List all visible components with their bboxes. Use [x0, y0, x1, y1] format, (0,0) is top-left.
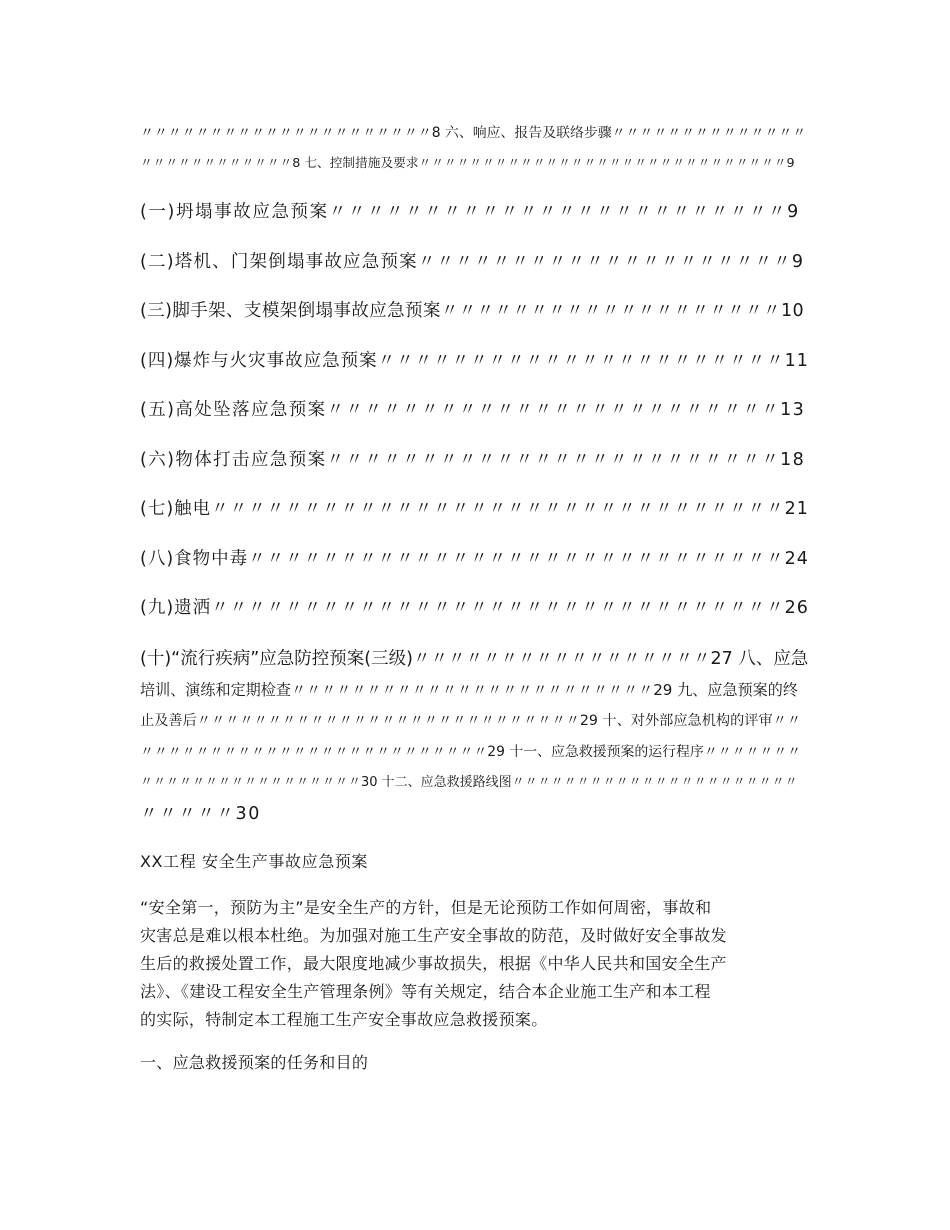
- toc-item: (四)爆炸与火灾事故应急预案〃〃〃〃〃〃〃〃〃〃〃〃〃〃〃〃〃〃〃〃〃〃11: [140, 351, 809, 371]
- intro-line: 法》、《建设工程安全生产管理条例》等有关规定，结合本企业施工生产和本工程: [140, 982, 711, 1001]
- toc-item: (六)物体打击应急预案〃〃〃〃〃〃〃〃〃〃〃〃〃〃〃〃〃〃〃〃〃〃〃〃18: [140, 450, 806, 470]
- toc-line: 〃〃〃〃〃〃〃〃〃〃〃〃〃〃〃〃〃〃〃〃〃8 六、响应、报告及联络步骤〃〃〃〃〃〃〃〃〃〃〃〃〃〃: [140, 125, 807, 141]
- intro-line: “安全第一，预防为主”是安全生产的方针，但是无论预防工作如何周密，事故和: [140, 898, 712, 917]
- toc-item: (三)脚手架、支模架倒塌事故应急预案〃〃〃〃〃〃〃〃〃〃〃〃〃〃〃〃〃〃〃10: [140, 301, 805, 321]
- toc-item: (九)遗洒〃〃〃〃〃〃〃〃〃〃〃〃〃〃〃〃〃〃〃〃〃〃〃〃〃〃〃〃〃〃〃26: [140, 598, 809, 618]
- toc-item: (五)高处坠落应急预案〃〃〃〃〃〃〃〃〃〃〃〃〃〃〃〃〃〃〃〃〃〃〃〃13: [140, 400, 806, 420]
- toc-line: 〃〃〃〃〃30: [140, 804, 261, 824]
- toc-line: 培训、演练和定期检查〃〃〃〃〃〃〃〃〃〃〃〃〃〃〃〃〃〃〃〃〃〃〃〃29 九、应急预案的终: [140, 681, 798, 699]
- toc-item: (七)触电〃〃〃〃〃〃〃〃〃〃〃〃〃〃〃〃〃〃〃〃〃〃〃〃〃〃〃〃〃〃〃21: [140, 499, 809, 519]
- toc-item: (一)坍塌事故应急预案〃〃〃〃〃〃〃〃〃〃〃〃〃〃〃〃〃〃〃〃〃〃〃〃9: [140, 202, 800, 222]
- toc-line: 〃〃〃〃〃〃〃〃〃〃〃〃〃〃〃〃〃30 十二、应急救援路线图〃〃〃〃〃〃〃〃〃〃〃〃〃〃〃〃〃〃〃〃〃〃: [140, 775, 798, 790]
- toc-item: (二)塔机、门架倒塌事故应急预案〃〃〃〃〃〃〃〃〃〃〃〃〃〃〃〃〃〃〃〃9: [140, 252, 805, 272]
- intro-line: 生后的救援处置工作，最大限度地减少事故损失，根据《中华人民共和国安全生产: [140, 954, 727, 973]
- toc-line: 〃〃〃〃〃〃〃〃〃〃〃〃8 七、控制措施及要求〃〃〃〃〃〃〃〃〃〃〃〃〃〃〃〃〃〃〃〃〃〃〃〃〃〃〃〃〃9: [140, 155, 795, 170]
- toc-item: (八)食物中毒〃〃〃〃〃〃〃〃〃〃〃〃〃〃〃〃〃〃〃〃〃〃〃〃〃〃〃〃〃24: [140, 549, 809, 569]
- section-heading: 一、应急救援预案的任务和目的: [140, 1053, 369, 1072]
- intro-line: 的实际，特制定本工程施工生产安全事故应急救援预案。: [140, 1010, 548, 1029]
- intro-line: 灾害总是难以根本杜绝。为加强对施工生产安全事故的防范，及时做好安全事故发: [140, 926, 727, 945]
- toc-line: (十)“流行疾病”应急防控预案(三级)〃〃〃〃〃〃〃〃〃〃〃〃〃〃〃〃〃27 八、应急: [140, 649, 809, 669]
- toc-line: 止及善后〃〃〃〃〃〃〃〃〃〃〃〃〃〃〃〃〃〃〃〃〃〃〃〃〃〃〃29 十、对外部应急机构的评审〃〃: [140, 713, 802, 729]
- document-title: XX工程 安全生产事故应急预案: [140, 852, 369, 871]
- toc-line: 〃〃〃〃〃〃〃〃〃〃〃〃〃〃〃〃〃〃〃〃〃〃〃〃〃29 十一、应急救援预案的运行程序〃〃〃〃〃〃〃: [140, 744, 802, 760]
